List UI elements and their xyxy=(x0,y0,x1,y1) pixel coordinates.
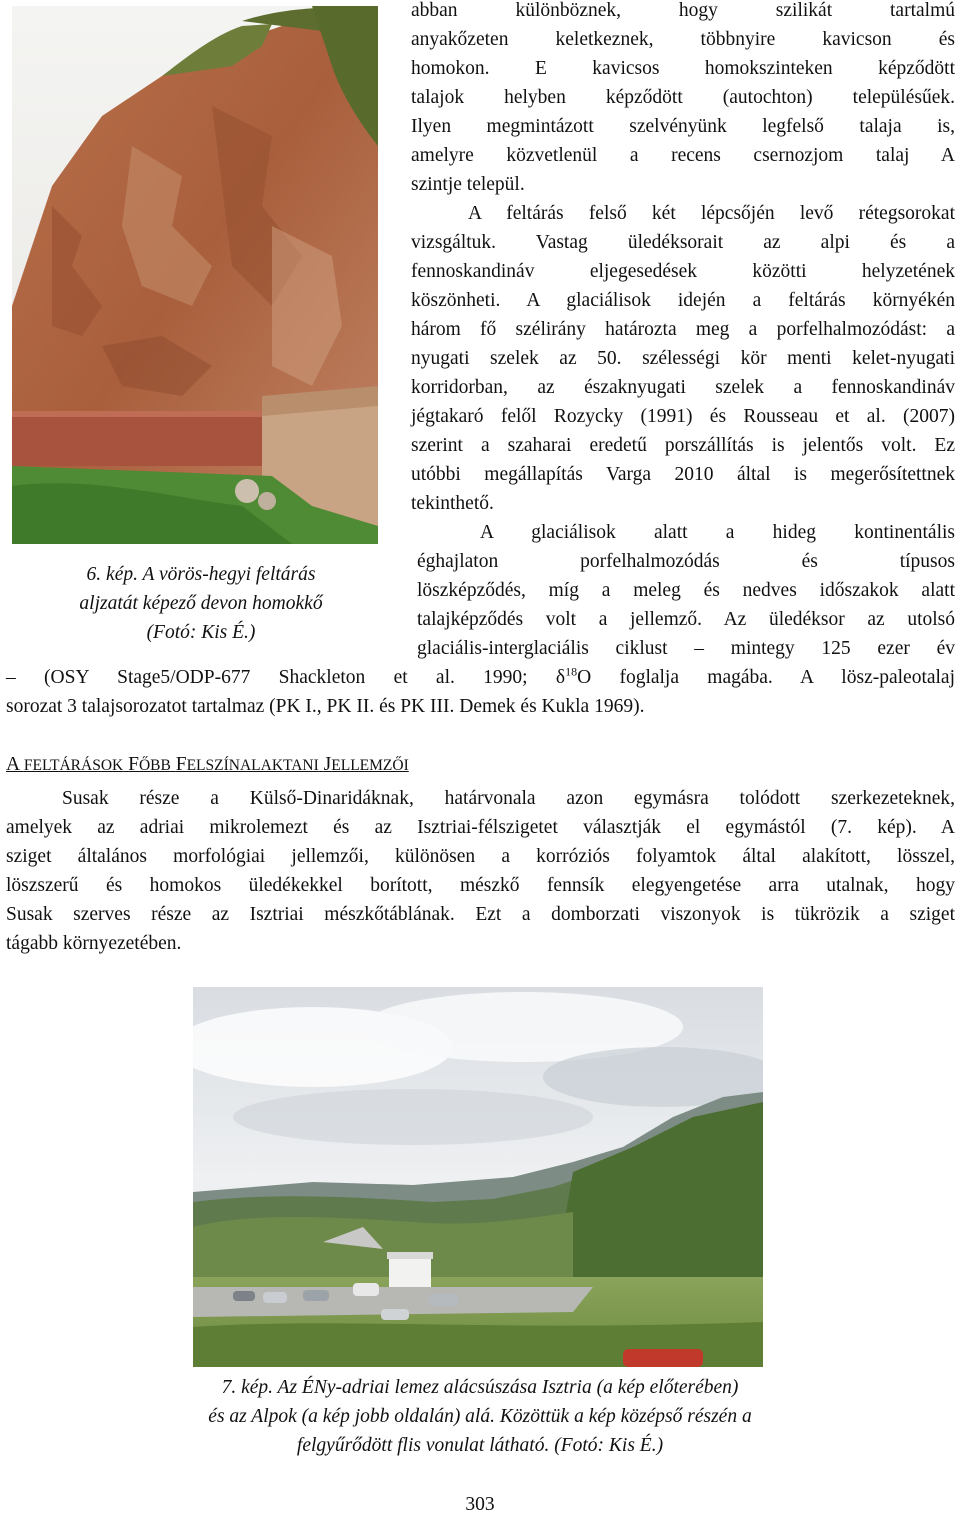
caption-line: 6. kép. A vörös-hegyi feltárás xyxy=(86,564,316,585)
line-part: O foglalja magába. A lösz-paleotalaj xyxy=(577,667,956,688)
text-line: löszszerű és homokos üledékekkel borított, mészkő fennsík elegyengetése arra utalnak, hogy xyxy=(6,875,955,896)
caption-line: felgyűrődött flis vonulat látható. (Fotó: Kis É.) xyxy=(296,1435,664,1456)
text-line: talajképződés volt a jellemző. Az üledéksor az utolsó xyxy=(417,609,955,630)
text-line: amelyre közvetlenül a recens csernozjom talaj A xyxy=(411,145,955,166)
text-line: glaciális-interglaciális ciklust – mintegy 125 ezer év xyxy=(417,638,955,659)
text-line: amelyek az adriai mikrolemezt és az Isztriai-félszigetet választják el egymástól (7. kép). A xyxy=(6,817,955,838)
text-line: nyugati szelek az 50. szélességi kör menti kelet-nyugati xyxy=(411,348,955,369)
text-line: Ilyen megmintázott szelvényünk legfelső talaja is, xyxy=(411,116,955,137)
outcrop-photo xyxy=(12,6,378,544)
text-line: Susak szerves része az Isztriai mészkőtáblának. Ezt a domborzati viszonyok is tükrözik a sziget xyxy=(6,904,955,925)
text-line: tágabb környezetében. xyxy=(6,933,182,954)
heading-part: ŐBB xyxy=(138,757,171,774)
text-line: éghajlaton porfelhalmozódás és típusos xyxy=(417,551,955,572)
full-width-line: sorozat 3 talajsorozatot tartalmaz (PK I., PK II. és PK III. Demek és Kukla 1969). xyxy=(6,696,645,717)
text-line: utóbbi megállapítás Varga 2010 által is megerősítettnek xyxy=(411,464,955,485)
text-line: homokon. E kavicsos homokszinteken képződött xyxy=(411,58,955,79)
page-number: 303 xyxy=(465,1494,495,1515)
caption-line: aljzatát képező devon homokkő xyxy=(79,593,323,614)
text-line: talajok helyben képződött (autochton) településűek. xyxy=(411,87,955,108)
caption-line: és az Alpok (a kép jobb oldalán) alá. Közöttük a kép középső részén a xyxy=(208,1406,752,1427)
heading-part: A xyxy=(6,754,20,775)
superscript: 18 xyxy=(565,664,578,679)
text-line: korridorban, az északnyugati szelek a fennoskandináv xyxy=(411,377,955,398)
text-line: sziget általános morfológiai jellemzői, különösen a korróziós folyamtok által alakított, lösszel, xyxy=(6,846,955,867)
text-line: három fő szélirány határozta meg a porfelhalmozódást: a xyxy=(411,319,955,340)
text-line: tekinthető. xyxy=(411,493,494,514)
text-line: anyakőzeten keletkeznek, többnyire kavicson és xyxy=(411,29,955,50)
text-line: Susak része a Külső-Dinaridáknak, határvonala azon egymásra tolódott szerkezeteknek, xyxy=(62,788,955,809)
text-line: jégtakaró felől Rozycky (1991) és Rousseau et al. (2007) xyxy=(411,406,955,427)
text-line: szintje települ. xyxy=(411,174,525,195)
caption-line: (Fotó: Kis É.) xyxy=(146,622,256,643)
heading-part: ELSZÍNALAKTANI xyxy=(186,757,319,774)
text-line: vizsgáltuk. Vastag üledéksorait az alpi és a xyxy=(411,232,955,253)
text-line: köszönheti. A glaciálisok idején a feltárás környékén xyxy=(411,290,955,311)
text-line: fennoskandináv eljegesedések közötti helyzetének xyxy=(411,261,955,282)
heading-part: F xyxy=(128,754,139,775)
text-line: A glaciálisok alatt a hideg kontinentális xyxy=(480,522,955,543)
heading-part: J xyxy=(323,754,332,775)
line-part: – (OSY Stage5/ODP-677 Shackleton et al. 1990; δ xyxy=(6,667,566,688)
text-line: szerint a szaharai eredetű porszállítás is jelentős volt. Ez xyxy=(411,435,955,456)
caption-line: 7. kép. Az ÉNy-adriai lemez alácsúszása Isztria (a kép előterében) xyxy=(221,1377,739,1398)
full-width-line xyxy=(6,663,955,692)
text-line: A feltárás felső két lépcsőjén levő rétegsorokat xyxy=(468,203,955,224)
section-heading xyxy=(6,750,409,780)
heading-part: ELLEMZŐI xyxy=(331,757,409,774)
text-line: abban különböznek, hogy szilikát tartalmú xyxy=(411,0,955,21)
text-line: löszképződés, míg a meleg és nedves időszakok alatt xyxy=(417,580,955,601)
heading-part: F xyxy=(175,754,187,775)
landscape-photo xyxy=(193,987,763,1367)
heading-part: FELTÁRÁSOK xyxy=(23,757,124,774)
